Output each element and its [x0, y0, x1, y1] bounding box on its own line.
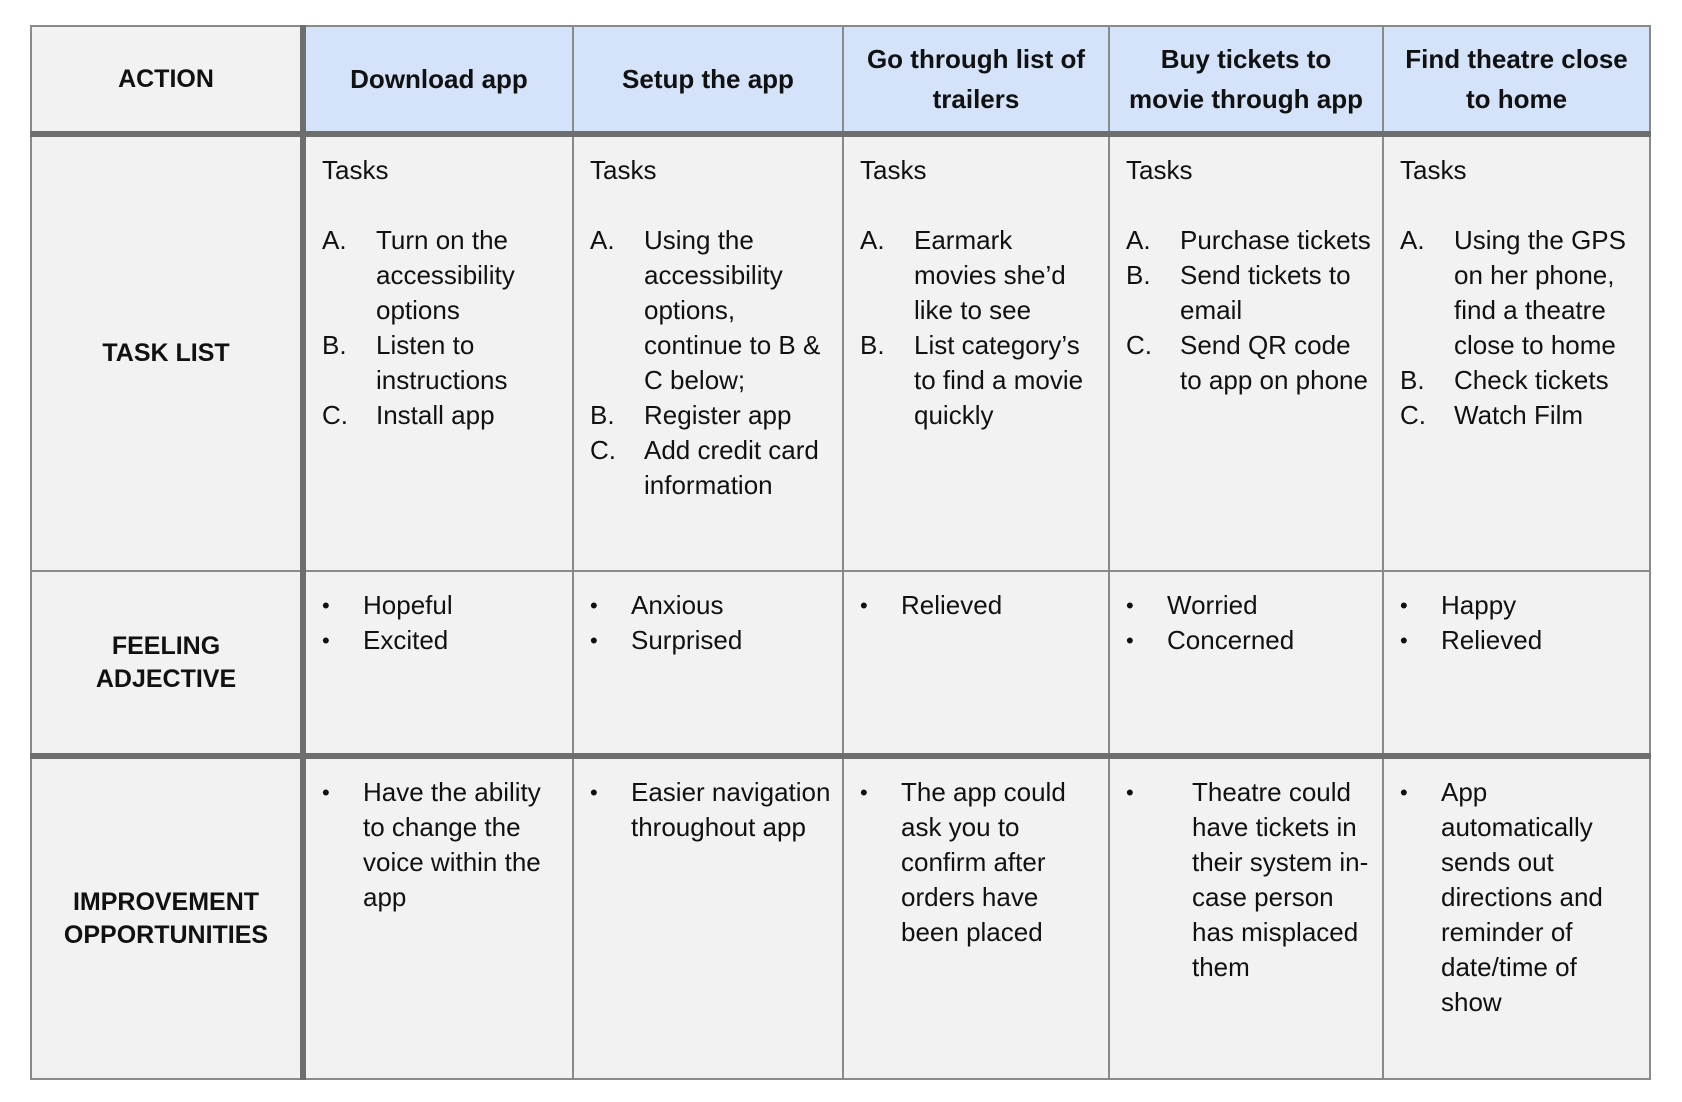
- improvement-list: [322, 775, 562, 915]
- task-marker: A.: [1126, 225, 1151, 255]
- tasks-cell-find-theatre: [1383, 134, 1650, 571]
- feeling-item: [1400, 588, 1639, 623]
- feeling-text: Concerned: [1167, 625, 1295, 655]
- task-item: [590, 398, 832, 433]
- stage-header-find-theatre: Find theatre close to home: [1383, 26, 1650, 134]
- improvement-item: [1400, 775, 1639, 1020]
- task-marker: B.: [590, 400, 615, 430]
- improvement-cell-trailers: [843, 756, 1109, 1079]
- task-list-label: TASK LIST: [31, 134, 303, 571]
- improvement-text: App automatically sends out directions and reminder of date/time of show: [1441, 777, 1603, 1017]
- task-item: [590, 223, 832, 398]
- feeling-cell-buy-tickets: [1109, 571, 1383, 756]
- task-text: Using the GPS on her phone, find a theatre close to home: [1454, 225, 1626, 360]
- feeling-item: [1126, 588, 1372, 623]
- improvement-text: Theatre could have tickets in their system in-case person has misplaced them: [1192, 777, 1369, 982]
- task-item: [322, 328, 562, 398]
- task-marker: C.: [1126, 330, 1152, 360]
- task-text: Send tickets to email: [1180, 260, 1351, 325]
- feeling-text: Excited: [363, 625, 449, 655]
- task-text: Send QR code to app on phone: [1180, 330, 1368, 395]
- stage-header-setup-app: Setup the app: [573, 26, 843, 134]
- bullet-icon: •: [1126, 628, 1134, 653]
- tasks-heading: Tasks: [860, 155, 927, 185]
- task-item: [860, 328, 1098, 433]
- feeling-list: [590, 588, 832, 658]
- task-item: [322, 398, 562, 433]
- improvement-item: [860, 775, 1098, 950]
- feeling-text: Hopeful: [363, 590, 453, 620]
- feeling-item: [590, 588, 832, 623]
- bullet-icon: •: [590, 780, 598, 805]
- bullet-icon: •: [322, 593, 330, 618]
- improvement-cell-setup-app: [573, 756, 843, 1079]
- tasks-heading: Tasks: [1126, 155, 1193, 185]
- task-item: [1400, 398, 1639, 433]
- task-item: [1126, 223, 1372, 258]
- improvement-item: [590, 775, 832, 845]
- feeling-item: [322, 623, 562, 658]
- task-marker: B.: [860, 330, 885, 360]
- feeling-text: Surprised: [631, 625, 743, 655]
- action-header: ACTION: [31, 26, 303, 134]
- improvement-cell-download-app: [303, 756, 573, 1079]
- task-text: Add credit card information: [644, 435, 819, 500]
- task-text: Register app: [644, 400, 792, 430]
- stage-header-trailers: Go through list of trailers: [843, 26, 1109, 134]
- task-item: [1400, 223, 1639, 363]
- task-marker: A.: [322, 225, 347, 255]
- feeling-item: [1126, 623, 1372, 658]
- task-text: Watch Film: [1454, 400, 1584, 430]
- task-marker: C.: [322, 400, 348, 430]
- task-list: [322, 223, 562, 433]
- task-text: Using the accessibility options, continue to B & C below;: [644, 225, 821, 395]
- feeling-list: [1400, 588, 1639, 658]
- task-list: [1400, 223, 1639, 433]
- improvement-list: [590, 775, 832, 845]
- task-item: [1126, 328, 1372, 398]
- feeling-item: [322, 588, 562, 623]
- improvement-list: [1126, 775, 1372, 985]
- task-text: Listen to instructions: [376, 330, 508, 395]
- feeling-list: [860, 588, 1098, 623]
- stage-header-download-app: Download app: [303, 26, 573, 134]
- improvement-text: The app could ask you to confirm after orders have been placed: [901, 777, 1066, 947]
- tasks-cell-setup-app: [573, 134, 843, 571]
- feeling-cell-find-theatre: [1383, 571, 1650, 756]
- feeling-text: Worried: [1167, 590, 1258, 620]
- bullet-icon: •: [322, 628, 330, 653]
- tasks-heading: Tasks: [590, 155, 657, 185]
- task-marker: B.: [1400, 365, 1425, 395]
- feeling-cell-setup-app: [573, 571, 843, 756]
- feeling-text: Happy: [1441, 590, 1517, 620]
- improvement-list: [1400, 775, 1639, 1020]
- feeling-label: FEELING ADJECTIVE: [31, 571, 303, 756]
- tasks-cell-download-app: [303, 134, 573, 571]
- feeling-list: [322, 588, 562, 658]
- improvement-cell-buy-tickets: [1109, 756, 1383, 1079]
- stage-header-buy-tickets: Buy tickets to movie through app: [1109, 26, 1383, 134]
- task-list-row: [31, 134, 1650, 571]
- feeling-cell-download-app: [303, 571, 573, 756]
- feeling-item: [590, 623, 832, 658]
- feeling-item: [860, 588, 1098, 623]
- task-marker: C.: [1400, 400, 1426, 430]
- improvement-text: Have the ability to change the voice within the app: [363, 777, 541, 912]
- tasks-cell-buy-tickets: [1109, 134, 1383, 571]
- bullet-icon: •: [1400, 593, 1408, 618]
- task-marker: B.: [1126, 260, 1151, 290]
- improvement-cell-find-theatre: [1383, 756, 1650, 1079]
- bullet-icon: •: [322, 780, 330, 805]
- task-marker: B.: [322, 330, 347, 360]
- task-list: [860, 223, 1098, 433]
- task-marker: A.: [860, 225, 885, 255]
- tasks-heading: Tasks: [1400, 155, 1467, 185]
- feeling-text: Relieved: [901, 590, 1003, 620]
- tasks-heading: Tasks: [322, 155, 389, 185]
- task-item: [860, 223, 1098, 328]
- task-item: [1126, 258, 1372, 328]
- improvement-item: [1126, 775, 1372, 985]
- task-marker: C.: [590, 435, 616, 465]
- task-text: Purchase tickets: [1180, 225, 1371, 255]
- feeling-text: Anxious: [631, 590, 724, 620]
- bullet-icon: •: [1400, 780, 1408, 805]
- bullet-icon: •: [1400, 628, 1408, 653]
- task-text: Turn on the accessibility options: [376, 225, 515, 325]
- task-text: Check tickets: [1454, 365, 1609, 395]
- feeling-item: [1400, 623, 1639, 658]
- bullet-icon: •: [590, 593, 598, 618]
- bullet-icon: •: [1126, 780, 1134, 805]
- improvement-list: [860, 775, 1098, 950]
- improvement-label: IMPROVEMENT OPPORTUNITIES: [31, 756, 303, 1079]
- task-list: [1126, 223, 1372, 398]
- bullet-icon: •: [860, 593, 868, 618]
- task-item: [322, 223, 562, 328]
- task-marker: A.: [590, 225, 615, 255]
- improvement-row: [31, 756, 1650, 1079]
- task-item: [590, 433, 832, 503]
- feeling-cell-trailers: [843, 571, 1109, 756]
- customer-journey-table: [30, 25, 1651, 1080]
- task-text: List category’s to find a movie quickly: [914, 330, 1084, 430]
- improvement-item: [322, 775, 562, 915]
- feeling-row: [31, 571, 1650, 756]
- bullet-icon: •: [590, 628, 598, 653]
- task-item: [1400, 363, 1639, 398]
- header-row: [31, 26, 1650, 134]
- task-list: [590, 223, 832, 503]
- tasks-cell-trailers: [843, 134, 1109, 571]
- task-text: Install app: [376, 400, 495, 430]
- task-text: Earmark movies she’d like to see: [914, 225, 1066, 325]
- feeling-text: Relieved: [1441, 625, 1543, 655]
- feeling-list: [1126, 588, 1372, 658]
- bullet-icon: •: [1126, 593, 1134, 618]
- improvement-text: Easier navigation throughout app: [631, 777, 831, 842]
- bullet-icon: •: [860, 780, 868, 805]
- task-marker: A.: [1400, 225, 1425, 255]
